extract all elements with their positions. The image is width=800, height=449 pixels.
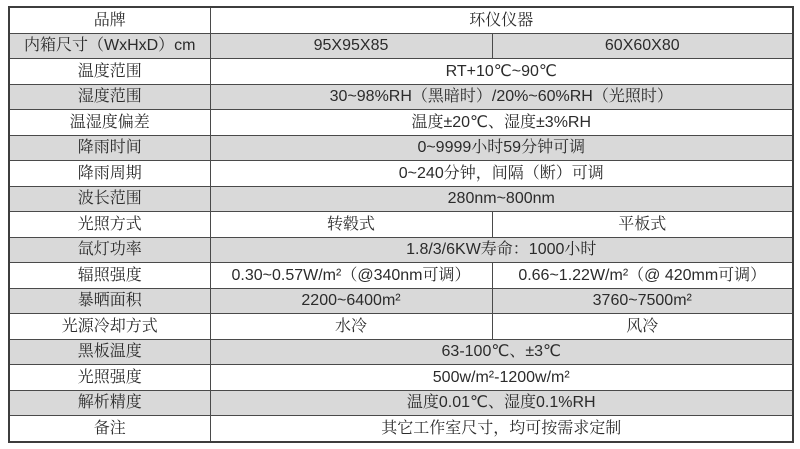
row-label: 温度范围 (9, 59, 210, 85)
row-label: 辐照强度 (9, 263, 210, 289)
row-label: 品牌 (9, 7, 210, 33)
table-row (9, 416, 793, 442)
table-row (9, 59, 793, 85)
row-label: 黑板温度 (9, 339, 210, 365)
row-value: RT+10℃~90℃ (210, 59, 793, 85)
table-row (9, 7, 793, 33)
table-row (9, 390, 793, 416)
row-value: 风冷 (492, 314, 793, 340)
row-label: 光照方式 (9, 212, 210, 238)
row-value: 0~9999小时59分钟可调 (210, 135, 793, 161)
row-label: 光源冷却方式 (9, 314, 210, 340)
row-value: 其它工作室尺寸，均可按需求定制 (210, 416, 793, 442)
row-value: 转毂式 (210, 212, 492, 238)
row-value: 水冷 (210, 314, 492, 340)
table-row (9, 186, 793, 212)
row-value: 3760~7500m² (492, 288, 793, 314)
row-label: 降雨周期 (9, 161, 210, 187)
row-label: 光照强度 (9, 365, 210, 391)
row-value: 1.8/3/6KW寿命：1000小时 (210, 237, 793, 263)
table-row (9, 33, 793, 59)
row-value: 0.30~0.57W/m²（@340nm可调） (210, 263, 492, 289)
row-value: 环仪仪器 (210, 7, 793, 33)
table-row (9, 288, 793, 314)
spec-table (8, 6, 794, 443)
row-label: 降雨时间 (9, 135, 210, 161)
row-value: 温度±20℃、湿度±3%RH (210, 110, 793, 136)
table-row (9, 161, 793, 187)
row-label: 内箱尺寸（WxHxD）cm (9, 33, 210, 59)
table-row (9, 365, 793, 391)
row-value: 60X60X80 (492, 33, 793, 59)
table-row (9, 339, 793, 365)
row-value: 95X95X85 (210, 33, 492, 59)
row-label: 暴晒面积 (9, 288, 210, 314)
row-value: 0~240分钟，间隔（断）可调 (210, 161, 793, 187)
row-label: 氙灯功率 (9, 237, 210, 263)
row-label: 温湿度偏差 (9, 110, 210, 136)
row-value: 温度0.01℃、湿度0.1%RH (210, 390, 793, 416)
table-row (9, 84, 793, 110)
row-value: 500w/m²-1200w/m² (210, 365, 793, 391)
row-value: 2200~6400m² (210, 288, 492, 314)
table-row (9, 212, 793, 238)
row-value: 280nm~800nm (210, 186, 793, 212)
row-label: 备注 (9, 416, 210, 442)
table-row (9, 314, 793, 340)
row-label: 解析精度 (9, 390, 210, 416)
table-row (9, 237, 793, 263)
table-row (9, 263, 793, 289)
table-row (9, 135, 793, 161)
spec-table-body (9, 7, 793, 442)
row-value: 0.66~1.22W/m²（@ 420mm可调） (492, 263, 793, 289)
row-label: 湿度范围 (9, 84, 210, 110)
row-value: 63-100℃、±3℃ (210, 339, 793, 365)
row-value: 30~98%RH（黑暗时）/20%~60%RH（光照时） (210, 84, 793, 110)
row-label: 波长范围 (9, 186, 210, 212)
table-row (9, 110, 793, 136)
row-value: 平板式 (492, 212, 793, 238)
